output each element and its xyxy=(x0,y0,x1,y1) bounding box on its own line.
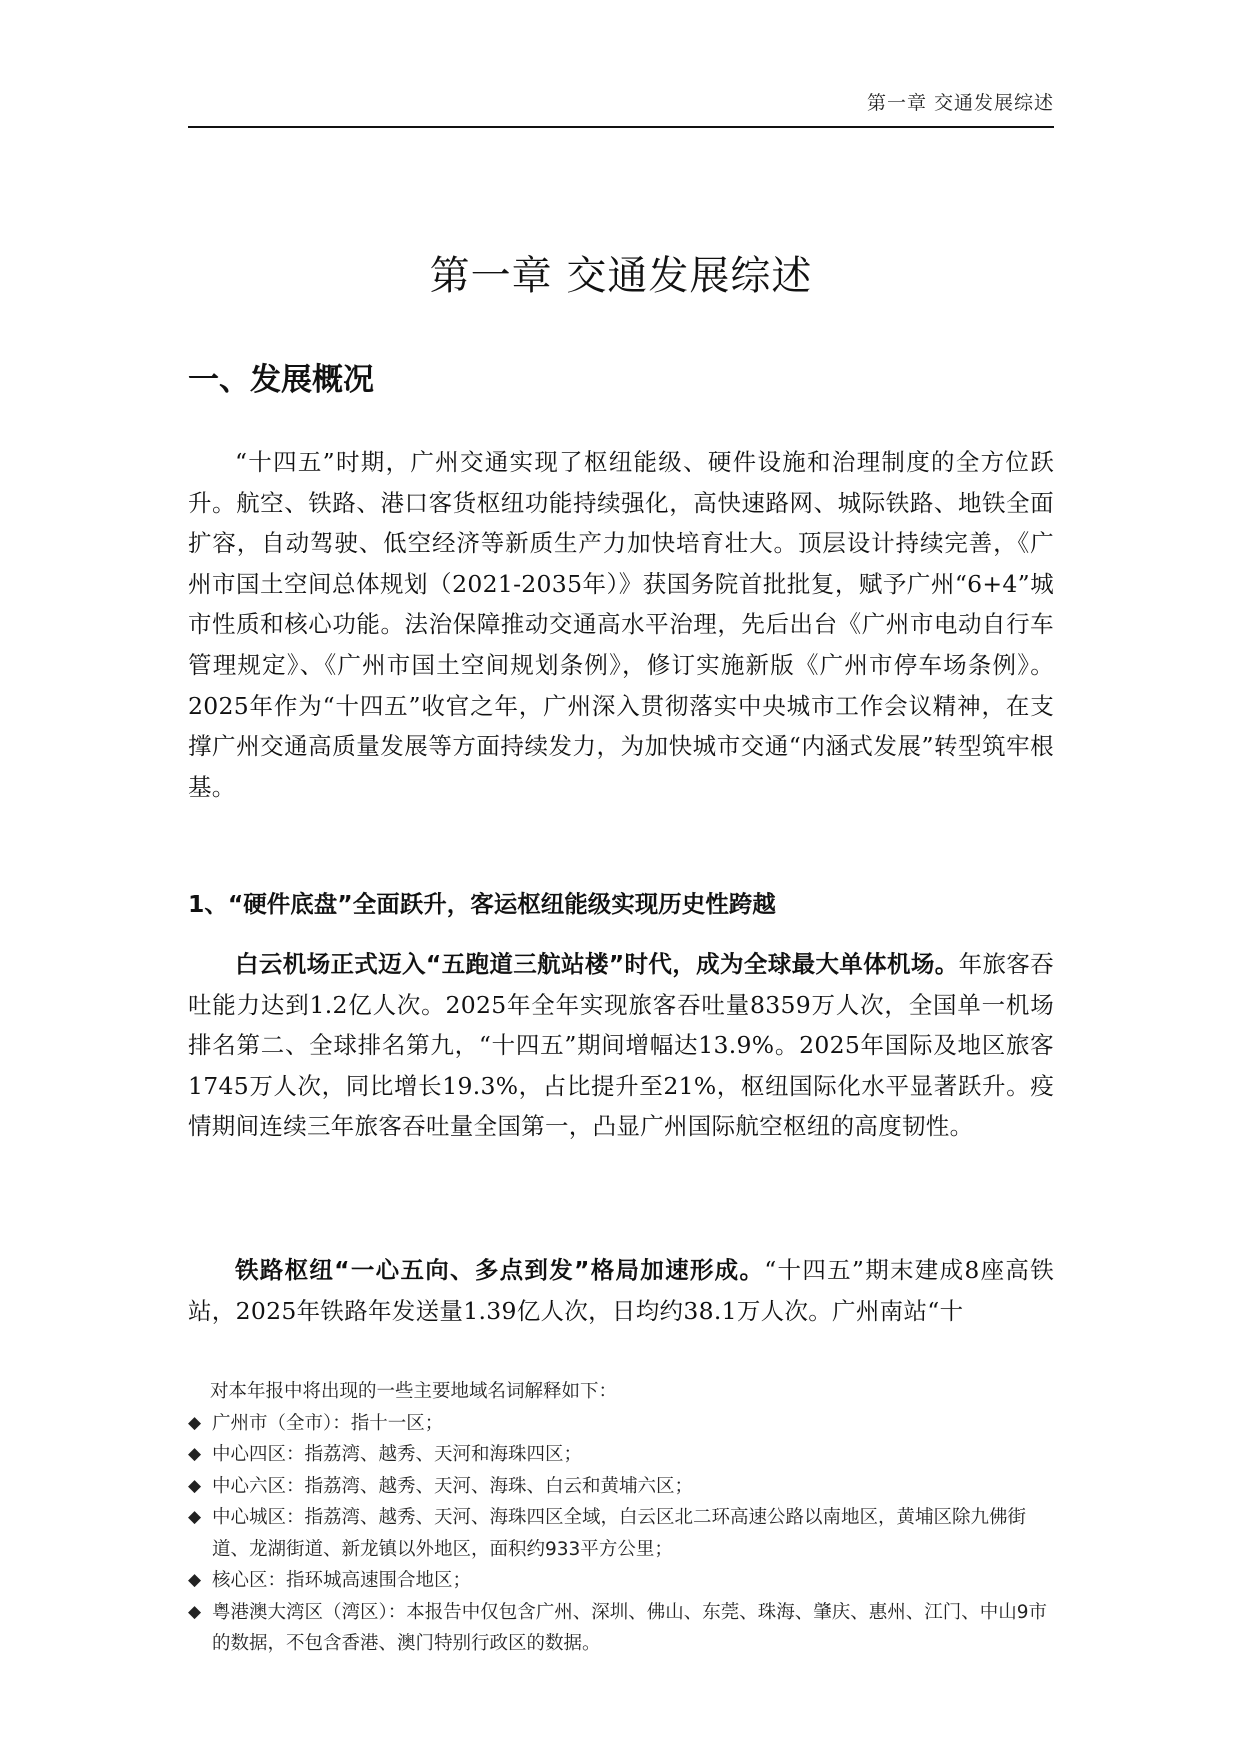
paragraph-overview: “十四五”时期，广州交通实现了枢纽能级、硬件设施和治理制度的全方位跃升。航空、铁路、港口客货枢纽功能持续强化，高快速路网、城际铁路、地铁全面扩容，自动驾驶、低空经济等新质生产力加快培育壮大。顶层设计持续完善，《广州市国土空间总体规划（2021-2035年）》获国务院首批批复，赋予广州“6+4”城市性质和核心功能。法治保障推动交通高水平治理，先后出台《广州市电动自行车管理规定》、《广州市国土空间规划条例》，修订实施新版《广州市停车场条例》。2025年作为“十四五”收官之年，广州深入贯彻落实中央城市工作会议精神，在支撑广州交通高质量发展等方面持续发力，为加快城市交通“内涵式发展”转型筑牢根基。 xyxy=(188,448,1054,801)
footnote-item xyxy=(188,1408,1054,1440)
diamond-bullet-icon: ◆ xyxy=(188,1570,202,1590)
sub-heading-1: 1、“硬件底盘”全面跃升，客运枢纽能级实现历史性跨越 xyxy=(188,890,776,918)
diamond-bullet-icon: ◆ xyxy=(188,1475,202,1496)
paragraph-railway xyxy=(188,1250,1054,1332)
footnote-item-text: 广州市（全市）：指十一区； xyxy=(212,1412,444,1434)
footnote-item-text: 中心六区：指荔湾、越秀、天河、海珠、白云和黄埔六区； xyxy=(212,1475,694,1497)
paragraph-airport-lead: 白云机场正式迈入“五跑道三航站楼”时代，成为全球最大单体机场。 xyxy=(235,950,959,978)
footnote-item xyxy=(188,1502,1054,1565)
header-rule xyxy=(188,126,1054,128)
paragraph-railway-body: “十四五”期末建成8座高铁站，2025年铁路年发送量1.39亿人次，日均约38.1万人次。广州南站“十 xyxy=(188,1256,1054,1325)
footnote-item xyxy=(188,1439,1054,1471)
paragraph-airport-body: 年旅客吞吐能力达到1.2亿人次。2025年全年实现旅客吞吐量8359万人次，全国单一机场排名第二、全球排名第九，“十四五”期间增幅达13.9%。2025年国际及地区旅客1745万人次，同比增长19.3%，占比提升至21%，枢纽国际化水平显著跃升。疫情期间连续三年旅客吞吐量全国第一，凸显广州国际航空枢纽的高度韧性。 xyxy=(188,950,1054,1141)
footnote-item-text: 中心四区：指荔湾、越秀、天河和海珠四区； xyxy=(212,1444,583,1465)
running-header: 第一章 交通发展综述 xyxy=(866,92,1054,114)
footnote-item-text: 粤港澳大湾区（湾区）：本报告中仅包含广州、深圳、佛山、东莞、珠海、肇庆、惠州、江门、中山9市的数据，不包含香港、澳门特别行政区的数据。 xyxy=(212,1601,1048,1654)
footnote-item xyxy=(188,1597,1054,1660)
footnote xyxy=(188,1376,1054,1660)
footnote-item xyxy=(188,1471,1054,1503)
footnote-item xyxy=(188,1565,1054,1597)
diamond-bullet-icon: ◆ xyxy=(188,1601,202,1622)
paragraph-railway-lead: 铁路枢纽“一心五向、多点到发”格局加速形成。 xyxy=(235,1256,765,1284)
diamond-bullet-icon: ◆ xyxy=(188,1444,202,1464)
section-heading: 一、发展概况 xyxy=(188,362,374,398)
diamond-bullet-icon: ◆ xyxy=(188,1507,202,1527)
chapter-title: 第一章 交通发展综述 xyxy=(429,253,813,299)
footnote-list xyxy=(188,1408,1054,1660)
footnote-intro: 对本年报中将出现的一些主要地域名词解释如下： xyxy=(210,1381,618,1402)
diamond-bullet-icon: ◆ xyxy=(188,1412,202,1433)
paragraph-airport xyxy=(188,944,1054,1147)
footnote-item-text: 中心城区：指荔湾、越秀、天河、海珠四区全域，白云区北二环高速公路以南地区，黄埔区除九佛街道、龙湖街道、新龙镇以外地区，面积约933平方公里； xyxy=(212,1507,1027,1560)
footnote-item-text: 核心区：指环城高速围合地区； xyxy=(212,1570,472,1591)
